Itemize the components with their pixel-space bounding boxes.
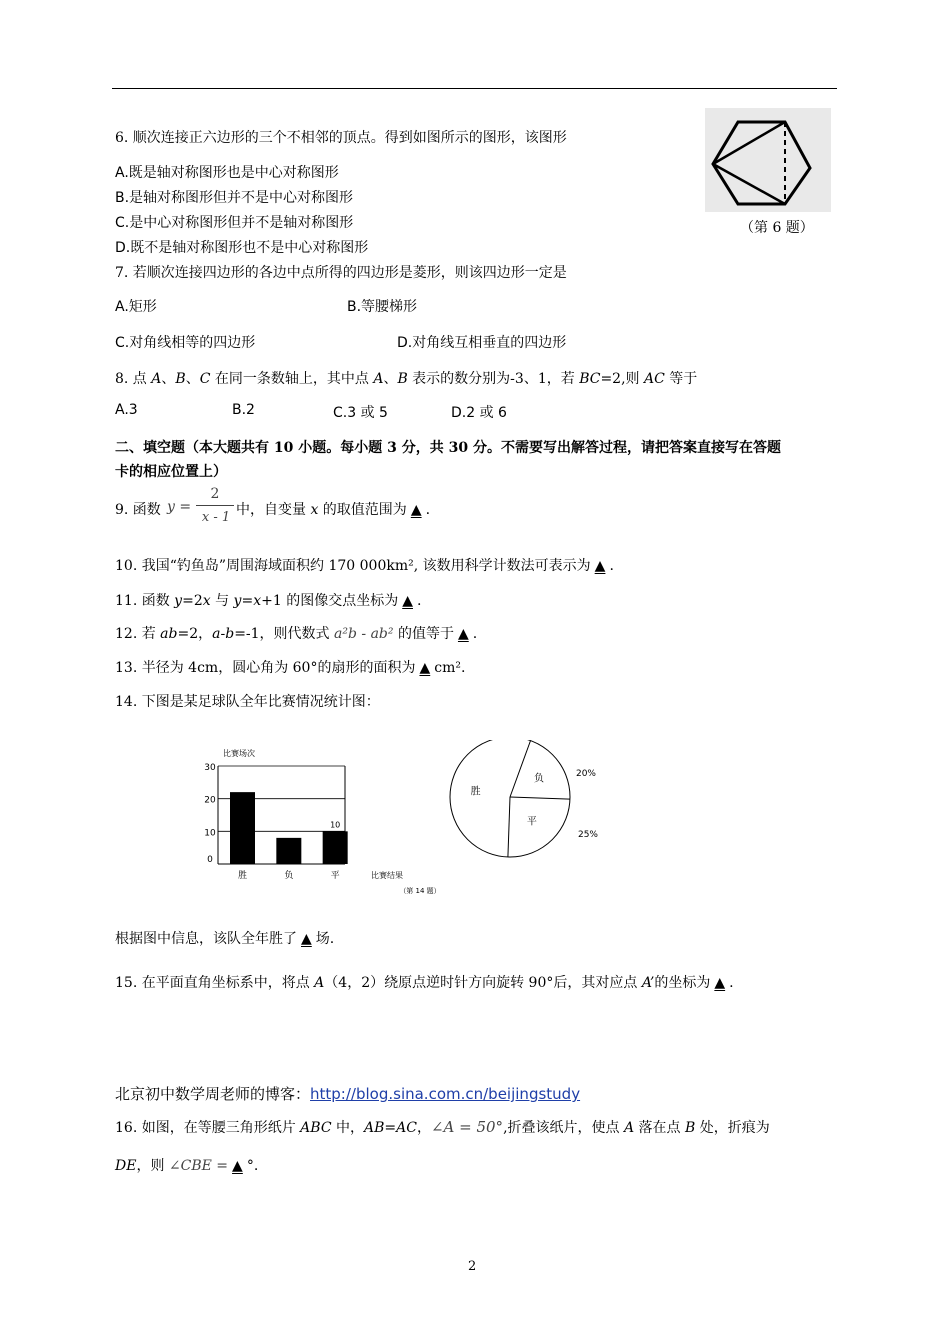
q15-line: 15. 在平面直角坐标系中，将点 A（4，2）绕原点逆时针方向旋转 90°后，其对应点 A’的坐标为 ▲ . <box>115 975 734 991</box>
q9-prefix: 9. 函数 <box>115 502 161 518</box>
q8-option-a: A.3 <box>115 402 138 418</box>
bar-chart <box>204 748 440 895</box>
q10-answer-blank: ▲ <box>594 558 606 574</box>
q7-option-a: A.矩形 <box>115 299 157 315</box>
pie-chart <box>450 740 598 857</box>
q9-formula-lhs: y = <box>167 499 192 515</box>
bar-ytick-label: 30 <box>204 763 216 773</box>
blog-line <box>115 1083 580 1104</box>
bar-data-label: 10 <box>330 820 341 830</box>
header-rule <box>112 88 837 89</box>
bar-xtick-label: 平 <box>330 871 340 881</box>
pie-divider <box>510 741 531 797</box>
q8-stem: 8. 点 A、B、C 在同一条数轴上，其中点 A、B 表示的数分别为-3、1，若 BC=2,则 AC 等于 <box>115 371 698 387</box>
q8-option-d: D.2 或 6 <box>451 405 507 421</box>
page-number: 2 <box>468 1259 477 1274</box>
bar-ytick-label: 10 <box>204 828 216 839</box>
q12-line: 12. 若 ab=2，a-b=-1，则代数式 a²b - ab² 的值等于 ▲ . <box>115 626 478 642</box>
q6-caption: （第 6 题） <box>740 220 814 236</box>
section2-heading-line1: 二、填空题（本大题共有 10 小题。每小题 3 分，共 30 分。不需要写出解答过程，请把答案直接写在答题 <box>115 440 781 456</box>
pie-outer-label: 25% <box>577 830 599 840</box>
q7-option-b: B.等腰梯形 <box>347 299 418 315</box>
bar-胜 <box>230 792 255 864</box>
q7-option-d: D.对角线互相垂直的四边形 <box>397 335 567 351</box>
q9-answer-blank: ▲ <box>410 502 422 518</box>
q9-numerator: 2 <box>210 486 220 502</box>
bar-ylabel: 比赛场次 <box>223 749 255 758</box>
bar-ytick-label: 20 <box>204 795 216 806</box>
bar-xtick-label: 负 <box>284 871 294 881</box>
bar-负 <box>276 838 301 864</box>
q9-denominator: x - 1 <box>201 510 231 525</box>
q15-answer-blank: ▲ <box>714 975 726 991</box>
q6-figure <box>705 108 831 212</box>
pie-divider <box>508 797 510 857</box>
q9-fraction-bar <box>196 505 234 506</box>
q10-line: 10. 我国“钓鱼岛”周围海域面积约 170 000km², 该数用科学计数法可表示为 ▲ . <box>115 558 614 574</box>
bar-平 <box>323 831 348 864</box>
section2-heading-line2: 卡的相应位置上） <box>115 464 227 480</box>
q14-charts <box>195 740 625 900</box>
pie-slice-label-win: 胜 <box>470 786 481 798</box>
q13-answer-blank: ▲ <box>419 660 431 676</box>
q16-angle2: ∠CBE = <box>168 1158 229 1174</box>
bar-xlabel: 比赛结果 <box>371 871 403 880</box>
q16-line1: 16. 如图，在等腰三角形纸片 ABC 中，AB=AC，∠A = 50°,折叠该纸片，使点 A 落在点 B 处，折痕为 <box>115 1118 770 1136</box>
q6-option-c: C.是中心对称图形但并不是轴对称图形 <box>115 215 354 231</box>
q14-followup: 根据图中信息，该队全年胜了 ▲ 场. <box>115 931 335 947</box>
q16-line2: DE，则 ∠CBE = ▲ °. <box>115 1158 259 1174</box>
q6-option-b: B.是轴对称图形但并不是中心对称图形 <box>115 190 354 206</box>
q11-line: 11. 函数 y=2x 与 y=x+1 的图像交点坐标为 ▲ . <box>115 593 422 609</box>
pie-divider <box>510 797 570 799</box>
q13-line: 13. 半径为 4cm，圆心角为 60°的扇形的面积为 ▲ cm². <box>115 660 466 676</box>
q11-answer-blank: ▲ <box>402 593 413 609</box>
q14-answer-blank: ▲ <box>301 931 312 947</box>
blog-label: 北京初中数学周老师的博客： <box>115 1085 311 1103</box>
pie-outer-label: 20% <box>575 769 597 779</box>
pie-slice-label-tie: 平 <box>526 816 537 828</box>
pie-slice-label-lose: 负 <box>534 773 545 785</box>
q8-option-c: C.3 或 5 <box>333 405 388 421</box>
bar-xtick-label: 胜 <box>237 871 248 881</box>
bar-ytick-label: 0 <box>207 855 213 865</box>
bar-caption: （第 14 题） <box>399 887 441 895</box>
q16-answer-blank: ▲ <box>232 1158 243 1174</box>
q9-suffix: 中，自变量 x 的取值范围为 ▲ . <box>236 502 431 518</box>
q7-option-c: C.对角线相等的四边形 <box>115 335 256 351</box>
q12-expression: a²b - ab² <box>334 626 394 642</box>
q7-stem: 7. 若顺次连接四边形的各边中点所得的四边形是菱形，则该四边形一定是 <box>115 265 567 281</box>
q6-stem: 6. 顺次连接正六边形的三个不相邻的顶点。得到如图所示的图形，该图形 <box>115 130 567 146</box>
q6-option-d: D.既不是轴对称图形也不是中心对称图形 <box>115 240 369 256</box>
blog-link[interactable]: http://blog.sina.com.cn/beijingstudy <box>310 1085 581 1103</box>
q6-option-a: A.既是轴对称图形也是中心对称图形 <box>115 165 339 181</box>
q16-angle-expr: ∠A = 50° <box>430 1118 504 1136</box>
q14-stem: 14. 下图是某足球队全年比赛情况统计图： <box>115 694 380 710</box>
q8-option-b: B.2 <box>232 402 255 418</box>
q12-answer-blank: ▲ <box>457 626 469 642</box>
